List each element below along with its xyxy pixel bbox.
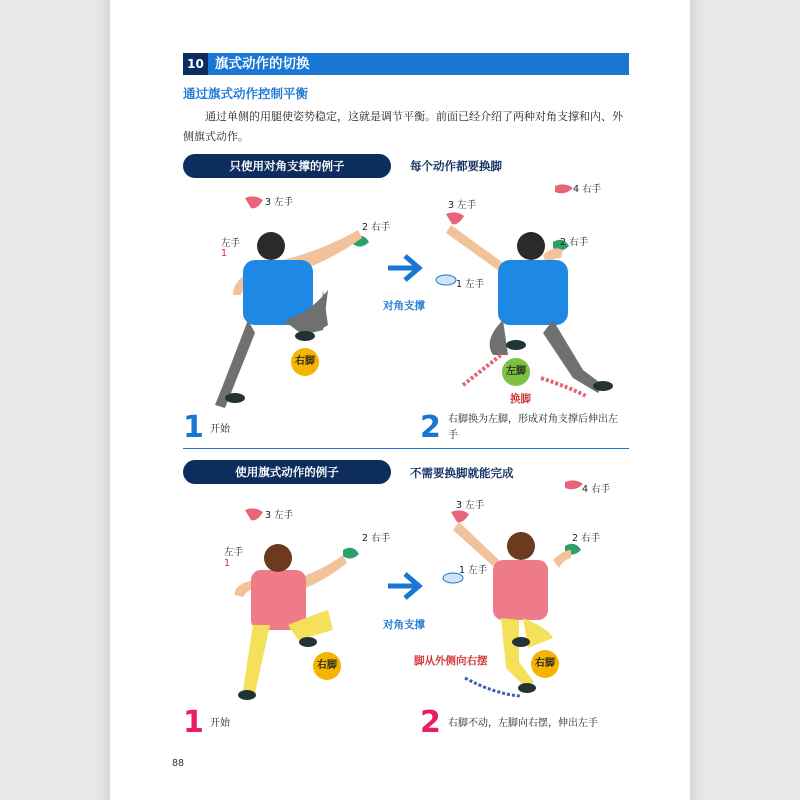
- example2-step2-caption: 右脚不动，左脚向右摆，伸出左手: [448, 718, 598, 729]
- example1-step2-caption: 右脚换为左脚，形成对角支撑后伸出左手: [448, 414, 618, 441]
- subtitle: 通过旗式动作控制平衡: [183, 86, 309, 101]
- fig1-hold3-label: 3 左手: [265, 197, 294, 208]
- page-shadow-right: [690, 0, 704, 800]
- example1-step1-number: 1: [183, 410, 204, 445]
- fig1-hold1-number: 1: [221, 248, 228, 259]
- fig4-hold1-label: 1 左手: [459, 565, 488, 576]
- fig1-hold2-label: 2 右手: [362, 222, 391, 233]
- fig3-hold1-label: 左手: [224, 547, 244, 558]
- fig3-foot-label: 右脚: [317, 660, 337, 671]
- example1-step2-number: 2: [420, 410, 441, 445]
- example1-pill: 只使用对角支撑的例子: [183, 154, 391, 178]
- arrow-right-icon: [388, 574, 419, 598]
- fig1-foot-label: 右脚: [295, 356, 315, 367]
- hold-3-icon: [245, 508, 263, 520]
- example1-heading: 每个动作都要换脚: [410, 159, 502, 173]
- arrow-right-icon: [388, 256, 419, 280]
- fig4-hold4-label: 4 右手: [582, 484, 611, 495]
- fig2-hold3-label: 3 左手: [448, 200, 477, 211]
- example2-arrow-label: 对角支撑: [383, 619, 425, 631]
- section-divider: [183, 448, 629, 449]
- fig4-hold2-label: 2 右手: [572, 533, 601, 544]
- page-shadow-left: [96, 0, 110, 800]
- hold-3-icon: [446, 212, 464, 224]
- example2-step1-number: 1: [183, 705, 204, 740]
- hold-3-icon: [245, 196, 263, 208]
- fig2-hold4-label: 4 右手: [573, 184, 602, 195]
- hold-4-icon: [565, 480, 583, 489]
- fig3-hold2-label: 2 右手: [362, 533, 391, 544]
- example1-arrow-label: 对角支撑: [383, 300, 425, 312]
- example1-step1-caption: 开始: [210, 424, 230, 435]
- fig2-hold2-label: 2 右手: [560, 237, 589, 248]
- intro-paragraph: 通过单侧的用腿使姿势稳定，这就是调节平衡。前面已经介绍了两种对角支撑和内、外侧旗式动作。: [183, 110, 623, 143]
- example2-illustration: [183, 480, 629, 710]
- hold-1-icon: [436, 275, 456, 285]
- swing-arrow-icon: [465, 678, 520, 696]
- example2-heading: 不需要换脚就能完成: [410, 466, 514, 480]
- fig3-hold3-label: 3 左手: [265, 510, 294, 521]
- fig2-foot-label: 左脚: [506, 366, 526, 377]
- fig4-hold3-label: 3 左手: [456, 500, 485, 511]
- section-title: 旗式动作的切换: [215, 56, 310, 72]
- example2-step1-caption: 开始: [210, 718, 230, 729]
- fig3-hold1-number: 1: [224, 558, 231, 569]
- hold-2-icon: [343, 548, 359, 559]
- fig1-hold1-label: 左手: [221, 238, 241, 249]
- fig2-switch-label: 换脚: [510, 393, 531, 405]
- page-number: 88: [172, 758, 185, 769]
- switch-arrow-icon: [463, 355, 501, 385]
- climber-figure-icon: [215, 230, 362, 408]
- hold-3-icon: [451, 510, 469, 522]
- fig2-hold1-label: 1 左手: [456, 279, 485, 290]
- fig4-foot-label: 右脚: [535, 658, 555, 669]
- hold-4-icon: [555, 184, 573, 193]
- climber-figure-icon: [446, 225, 613, 393]
- fig4-swing-label: 脚从外侧向右摆: [414, 655, 488, 667]
- example2-pill: 使用旗式动作的例子: [183, 460, 391, 484]
- section-number: 10: [183, 53, 208, 75]
- example2-step2-number: 2: [420, 705, 441, 740]
